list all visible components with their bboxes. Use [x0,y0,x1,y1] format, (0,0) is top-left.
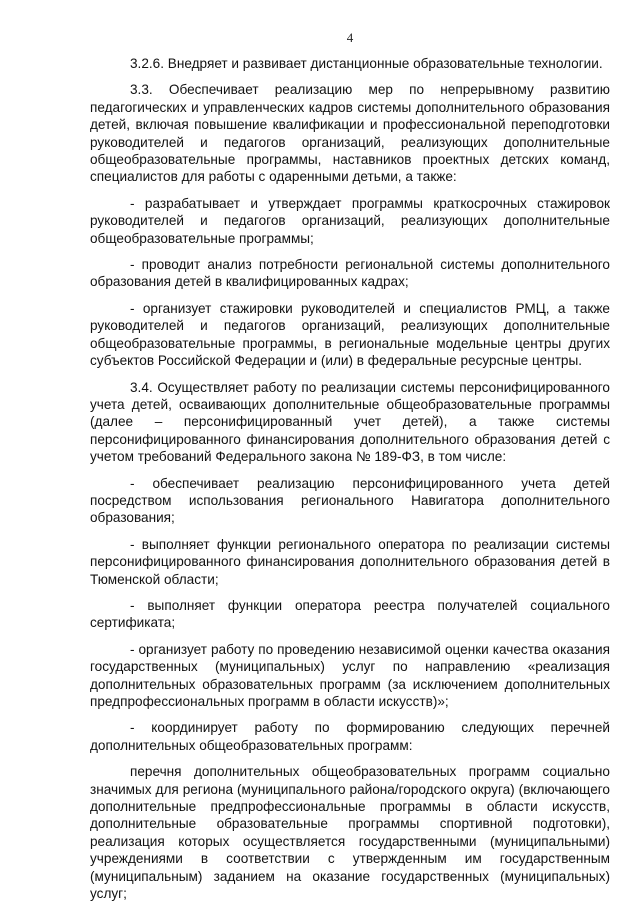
document-page [90,0,610,905]
list-item: - выполняет функции оператора реестра получателей социального сертификата; [90,597,610,631]
list-item: - организует стажировки руководителей и специалистов РМЦ, а также руководителей и педагогов организаций, реализующих дополнительные общеобразовательные программы, в региональные модельные центры других субъектов Российской Федерации и (или) в федеральные ресурсные центры. [90,300,610,369]
list-item: - разрабатывает и утверждает программы краткосрочных стажировок руководителей и педагогов организаций, реализующих дополнительные общеобразовательные программы; [90,195,610,246]
list-item: - обеспечивает реализацию персонифицированного учета детей посредством использования регионального Навигатора дополнительного образования; [90,475,610,526]
list-item: - проводит анализ потребности региональной системы дополнительного образования детей в квалифицированных кадрах; [90,257,610,290]
document-body [90,55,610,911]
list-item: - выполняет функции регионального оператора по реализации системы персонифицированного финансирования дополнительного образования детей в Тюменской области; [90,536,610,587]
paragraph-3-2-6: 3.2.6. Внедряет и развивает дистанционные образовательные технологии. [130,56,603,71]
page-number: 4 [346,30,354,45]
paragraph-3-3: 3.3. Обеспечивает реализацию мер по непрерывному развитию педагогических и управленческих кадров системы дополнительного образования детей, включая повышение квалификации и профессиональной переподготовки руководителей и педагогов организаций, реализующих дополнительные общеобразовательные программы, наставников проектных детских команд, специалистов для работы с одаренными детьми, а также: [90,82,610,185]
list-item: перечня дополнительных общеобразовательных программ социально значимых для региона (муниципального района/городского округа) (включающего дополнительные предпрофессиональные программы в области искусств, дополнительные образовательные программы спортивной подготовки), реализация которых осуществляется государственными (муниципальными) учреждениями в соответствии с утвержденным им государственным (муниципальным) заданием на оказание государственных (муниципальных) услуг; [90,764,610,902]
list-item: - организует работу по проведению независимой оценки качества оказания государственных (муниципальных) услуг по направлению «реализация дополнительных образовательных программ (за исключением дополнительных предпрофессиональных программ в области искусств)»; [90,641,610,709]
paragraph-3-4: 3.4. Осуществляет работу по реализации системы персонифицированного учета детей, осваивающих дополнительные общеобразовательные программы (далее – персонифицированный учет детей), а также системы персонифицированного финансирования дополнительного образования детей с учетом требований Федерального закона № 189-ФЗ, в том числе: [90,379,610,465]
list-item: - координирует работу по формированию следующих перечней дополнительных общеобразовательных программ: [90,720,610,753]
